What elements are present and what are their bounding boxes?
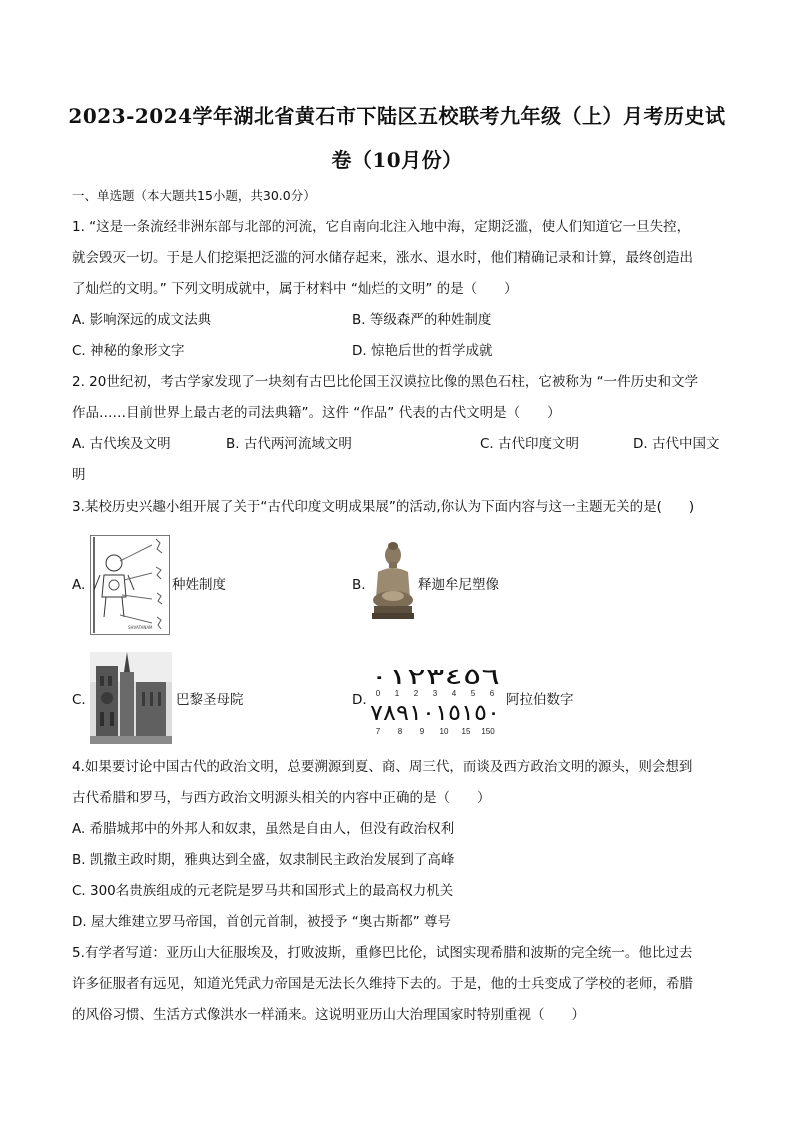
numeral-label: 9 — [419, 727, 425, 736]
arabic-numerals-image — [368, 660, 504, 738]
q3-option-b-caption: 释迦牟尼塑像 — [418, 577, 499, 593]
exam-title-line2: 卷（10月份） — [331, 148, 463, 172]
q2-option-c[interactable]: C. 古代印度文明 — [480, 436, 580, 452]
q5-text-line: 5.有学者写道：亚历山大征服埃及，打败波斯，重修巴比伦，试图实现希腊和波斯的完全统一。他比过去 — [72, 945, 693, 961]
q2-option-b[interactable]: B. 古代两河流域文明 — [226, 436, 352, 452]
q2-text-line: 2. 20世纪初，考古学家发现了一块刻有古巴比伦国王汉谟拉比像的黑色石柱，它被称为 “一件历史和文学 — [72, 374, 699, 390]
q1-option-c[interactable]: C. 神秘的象形文字 — [72, 343, 185, 359]
q5-text-line: 许多征服者有远见，知道光凭武力帝国是无法长久维持下去的。于是，他的士兵变成了学校的老师，希腊 — [72, 976, 693, 992]
numeral-label: 7 — [375, 727, 381, 736]
exam-title-line1: 2023-2024学年湖北省黄石市下陆区五校联考九年级（上）月考历史试 — [68, 104, 726, 128]
q3-option-d-letter[interactable]: D. — [352, 692, 367, 708]
arabic-numerals-row-bottom: ٧٨٩١٠١٥١٥٠ — [370, 701, 500, 726]
q3-option-b-letter[interactable]: B. — [352, 577, 366, 593]
numeral-label: 5 — [470, 689, 476, 698]
q1-text-line: 1. “这是一条流经非洲东部与北部的河流，它自南向北注入地中海，定期泛滥，使人们知道它一旦失控， — [72, 219, 691, 235]
q2-option-d-wrap: 明 — [72, 467, 86, 483]
q2-option-d[interactable]: D. 古代中国文 — [633, 436, 720, 452]
buddha-statue-image — [370, 540, 416, 620]
q1-option-a[interactable]: A. 影响深远的成文法典 — [72, 312, 212, 328]
numeral-label: 0 — [375, 689, 381, 698]
q1-text-line: 了灿烂的文明。” 下列文明成就中，属于材料中 “灿烂的文明” 的是（ ） — [72, 281, 518, 297]
q3-option-c-letter[interactable]: C. — [72, 692, 86, 708]
q4-option-a[interactable]: A. 希腊城邦中的外邦人和奴隶，虽然是自由人，但没有政治权利 — [72, 821, 455, 837]
q4-text-line: 古代希腊和罗马，与西方政治文明源头相关的内容中正确的是（ ） — [72, 790, 491, 806]
notre-dame-cathedral-image — [90, 652, 172, 744]
q5-text-line: 的风俗习惯、生活方式像洪水一样涌来。这说明亚历山大治理国家时特别重视（ ） — [72, 1007, 585, 1023]
q2-text-line: 作品……目前世界上最古老的司法典籍”。这件 “作品” 代表的古代文明是（ ） — [72, 405, 561, 421]
q1-option-d[interactable]: D. 惊艳后世的哲学成就 — [352, 343, 493, 359]
q4-option-d[interactable]: D. 屋大维建立罗马帝国，首创元首制，被授予 “奥古斯都” 尊号 — [72, 914, 452, 930]
q3-option-c-caption: 巴黎圣母院 — [176, 692, 244, 708]
q3-option-a-caption: 种姓制度 — [172, 577, 226, 593]
q2-option-a[interactable]: A. 古代埃及文明 — [72, 436, 171, 452]
svg-text:SHVATANAM: SHVATANAM — [128, 625, 153, 630]
q4-option-c[interactable]: C. 300名贵族组成的元老院是罗马共和国形式上的最高权力机关 — [72, 883, 454, 899]
caste-diagram-image — [90, 535, 170, 635]
numeral-label: 1 — [394, 689, 400, 698]
q3-option-a-letter[interactable]: A. — [72, 577, 86, 593]
numeral-label: 10 — [439, 727, 449, 736]
q3-text-line: 3.某校历史兴趣小组开展了关于“古代印度文明成果展”的活动,你认为下面内容与这一主题无关的是( ) — [72, 499, 695, 515]
arabic-numerals-row-top: ٠١٢٣٤٥٦ — [370, 665, 500, 690]
q4-text-line: 4.如果要讨论中国古代的政治文明，总要溯源到夏、商、周三代，而谈及西方政治文明的源头，则会想到 — [72, 759, 693, 775]
numeral-label: 4 — [451, 689, 457, 698]
numeral-label: 6 — [489, 689, 495, 698]
numeral-label: 3 — [432, 689, 438, 698]
numeral-label: 2 — [413, 689, 419, 698]
q4-option-b[interactable]: B. 凯撒主政时期，雅典达到全盛，奴隶制民主政治发展到了高峰 — [72, 852, 455, 868]
numeral-label: 8 — [397, 727, 403, 736]
numeral-label: 15 — [461, 727, 471, 736]
q1-text-line: 就会毁灭一切。于是人们挖渠把泛滥的河水储存起来，涨水、退水时，他们精确记录和计算，最终创造出 — [72, 250, 693, 266]
section-heading: 一、单选题（本大题共15小题，共30.0分） — [72, 188, 316, 203]
q3-option-d-caption: 阿拉伯数字 — [506, 692, 574, 708]
q1-option-b[interactable]: B. 等级森严的种姓制度 — [352, 312, 492, 328]
numeral-label: 150 — [481, 727, 495, 736]
